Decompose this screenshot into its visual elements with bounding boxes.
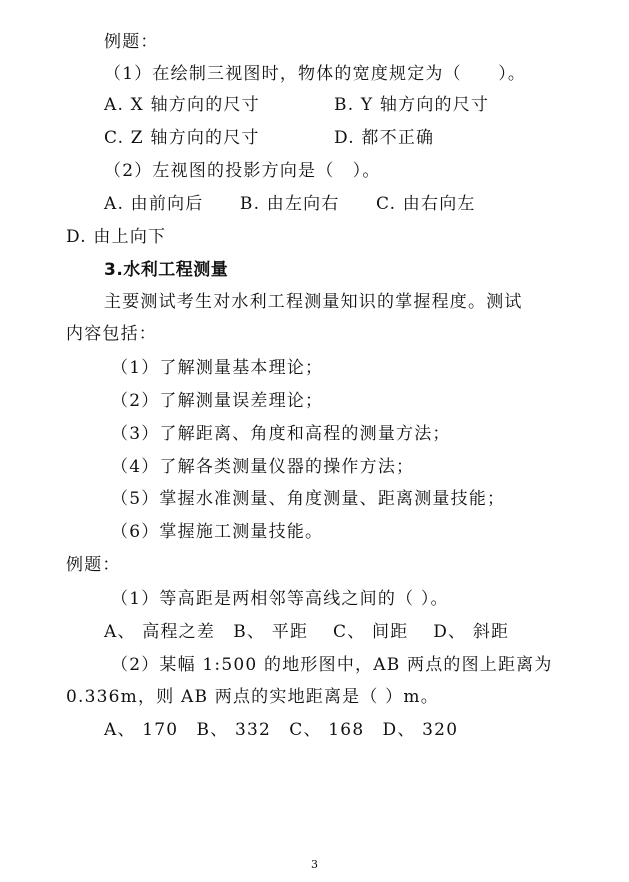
list-item: （5）掌握水准测量、角度测量、距离测量技能； — [111, 489, 506, 509]
list-item: （6）掌握施工测量技能。 — [111, 522, 324, 542]
intro-text: 主要测试考生对水利工程测量知识的掌握程度。测试 — [104, 292, 523, 312]
options-abc: A. 由前向后 B. 由左向右 C. 由右向左 — [104, 194, 476, 214]
options-row: A、 高程之差 B、 平距 C、 间距 D、 斜距 — [104, 622, 510, 642]
question-stem: （2）某幅 1:500 的地形图中，AB 两点的图上距离为 — [111, 655, 553, 675]
option-b: B. Y 轴方向的尺寸 — [334, 95, 490, 115]
option-d: D. 由上向下 — [66, 227, 167, 247]
question-stem: 0.336m，则 AB 两点的实地距离是（ ）m。 — [66, 687, 439, 707]
list-item: （3）了解距离、角度和高程的测量方法； — [111, 424, 451, 444]
option-c: C. Z 轴方向的尺寸 — [104, 128, 260, 148]
question-stem: （1）等高距是两相邻等高线之间的（ ）。 — [111, 589, 449, 609]
options-row: A、 170 B、 332 C、 168 D、 320 — [104, 720, 459, 740]
option-d: D. 都不正确 — [334, 128, 435, 148]
list-item: （4）了解各类测量仪器的操作方法； — [111, 457, 415, 477]
question-stem: （1）在绘制三视图时，物体的宽度规定为（ ）。 — [104, 64, 527, 84]
option-a: A. X 轴方向的尺寸 — [104, 95, 260, 115]
intro-text: 内容包括： — [66, 324, 157, 344]
example-label: 例题： — [104, 32, 159, 52]
list-item: （2）了解测量误差理论； — [111, 391, 324, 411]
question-stem: （2）左视图的投影方向是（ ）。 — [104, 161, 381, 181]
example-label: 例题： — [66, 555, 121, 575]
list-item: （1）了解测量基本理论； — [111, 358, 324, 378]
section-heading: 3.水利工程测量 — [104, 260, 229, 280]
page-number: 3 — [311, 858, 318, 871]
